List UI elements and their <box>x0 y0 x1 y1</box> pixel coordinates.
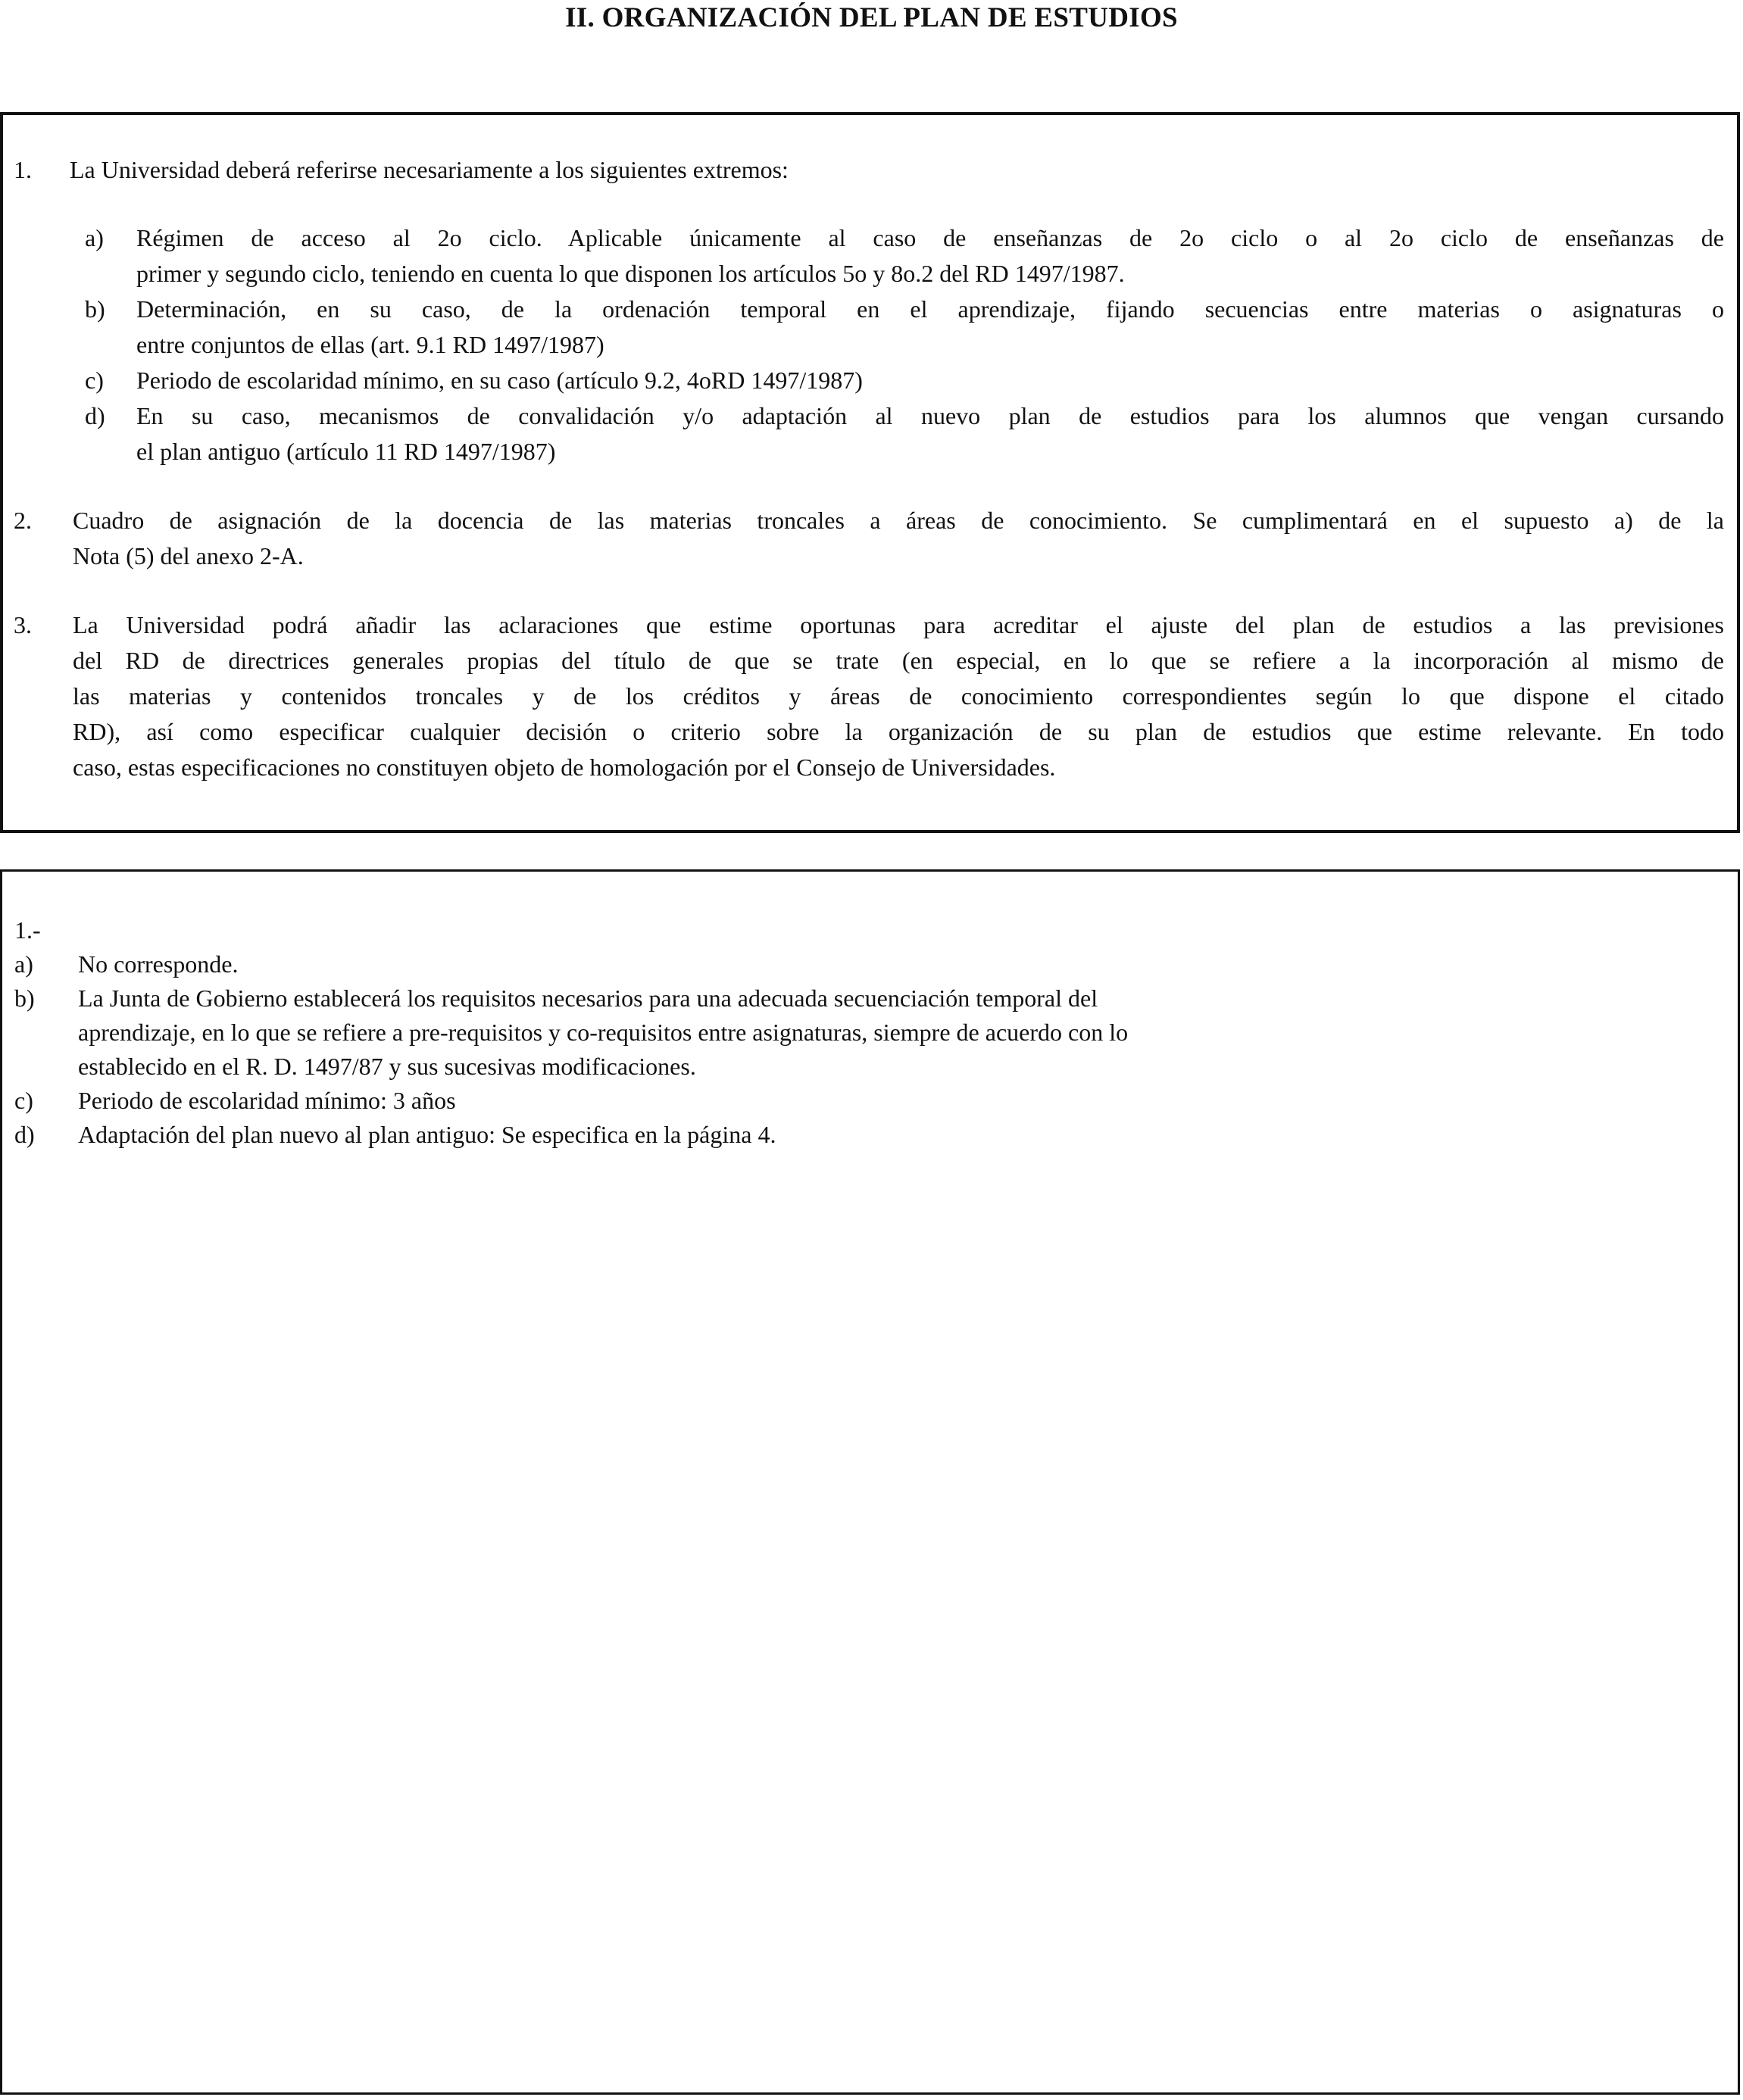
item-3-line-1: La Universidad podrá añadir las aclaraciones que estime oportunas para acreditar el ajuste del plan de estudios a las previsiones <box>73 611 1724 638</box>
answer-b-line-3: establecido en el R. D. 1497/87 y sus sucesivas modificaciones. <box>78 1053 696 1080</box>
item-1d-line-1: En su caso, mecanismos de convalidación y/o adaptación al nuevo plan de estudios para los alumnos que vengan cursando <box>136 402 1724 429</box>
item-2-line-2: Nota (5) del anexo 2-A. <box>73 542 304 569</box>
item-1d-label: d) <box>85 402 105 429</box>
item-3-line-5: caso, estas especificaciones no constituyen objeto de homologación por el Consejo de Universidades. <box>73 754 1056 781</box>
item-1c-line-1: Periodo de escolaridad mínimo, en su caso (artículo 9.2, 4oRD 1497/1987) <box>136 367 863 394</box>
item-1d-line-2: el plan antiguo (artículo 11 RD 1497/1987) <box>136 438 556 465</box>
item-2-line-1: Cuadro de asignación de la docencia de las materias troncales a áreas de conocimiento. Se cumplimentará en el supuesto a) de la <box>73 507 1724 534</box>
answer-heading: 1.- <box>14 916 41 944</box>
item-1-number: 1. <box>14 156 32 183</box>
answer-c-label: c) <box>14 1087 33 1114</box>
item-2-number: 2. <box>14 507 32 534</box>
item-3-line-3: las materias y contenidos troncales y de los créditos y áreas de conocimiento correspondientes según lo que dispone el citado <box>73 682 1724 710</box>
answer-box <box>0 869 1740 2095</box>
answer-a-line-1: No corresponde. <box>78 950 239 978</box>
item-3-line-2: del RD de directrices generales propias del título de que se trate (en especial, en lo que se refiere a la incorporación al mismo de <box>73 647 1724 674</box>
answer-b-label: b) <box>14 984 35 1012</box>
item-1-text: La Universidad deberá referirse necesariamente a los siguientes extremos: <box>70 156 789 183</box>
page-title: II. ORGANIZACIÓN DEL PLAN DE ESTUDIOS <box>565 2 1178 33</box>
item-1a-label: a) <box>85 224 104 251</box>
item-1b-line-1: Determinación, en su caso, de la ordenación temporal en el aprendizaje, fijando secuencias entre materias o asignaturas o <box>136 295 1724 323</box>
item-1b-line-2: entre conjuntos de ellas (art. 9.1 RD 1497/1987) <box>136 331 604 358</box>
answer-b-line-2: aprendizaje, en lo que se refiere a pre-requisitos y co-requisitos entre asignaturas, siempre de acuerdo con lo <box>78 1019 1129 1046</box>
item-1c-label: c) <box>85 367 104 394</box>
answer-d-line-1: Adaptación del plan nuevo al plan antiguo: Se especifica en la página 4. <box>78 1121 776 1148</box>
item-1b-label: b) <box>85 295 105 323</box>
answer-d-label: d) <box>14 1121 35 1148</box>
answer-b-line-1: La Junta de Gobierno establecerá los requisitos necesarios para una adecuada secuenciación temporal del <box>78 984 1098 1012</box>
instructions-box <box>0 112 1740 833</box>
item-1a-line-1: Régimen de acceso al 2o ciclo. Aplicable únicamente al caso de enseñanzas de 2o ciclo o al 2o ciclo de enseñanzas de <box>136 224 1724 251</box>
item-3-number: 3. <box>14 611 32 638</box>
item-1a-line-2: primer y segundo ciclo, teniendo en cuenta lo que disponen los artículos 5o y 8o.2 del RD 1497/1987. <box>136 260 1125 287</box>
answer-a-label: a) <box>14 950 33 978</box>
answer-c-line-1: Periodo de escolaridad mínimo: 3 años <box>78 1087 456 1114</box>
item-3-line-4: RD), así como especificar cualquier decisión o criterio sobre la organización de su plan de estudios que estime relevante. En todo <box>73 718 1724 745</box>
